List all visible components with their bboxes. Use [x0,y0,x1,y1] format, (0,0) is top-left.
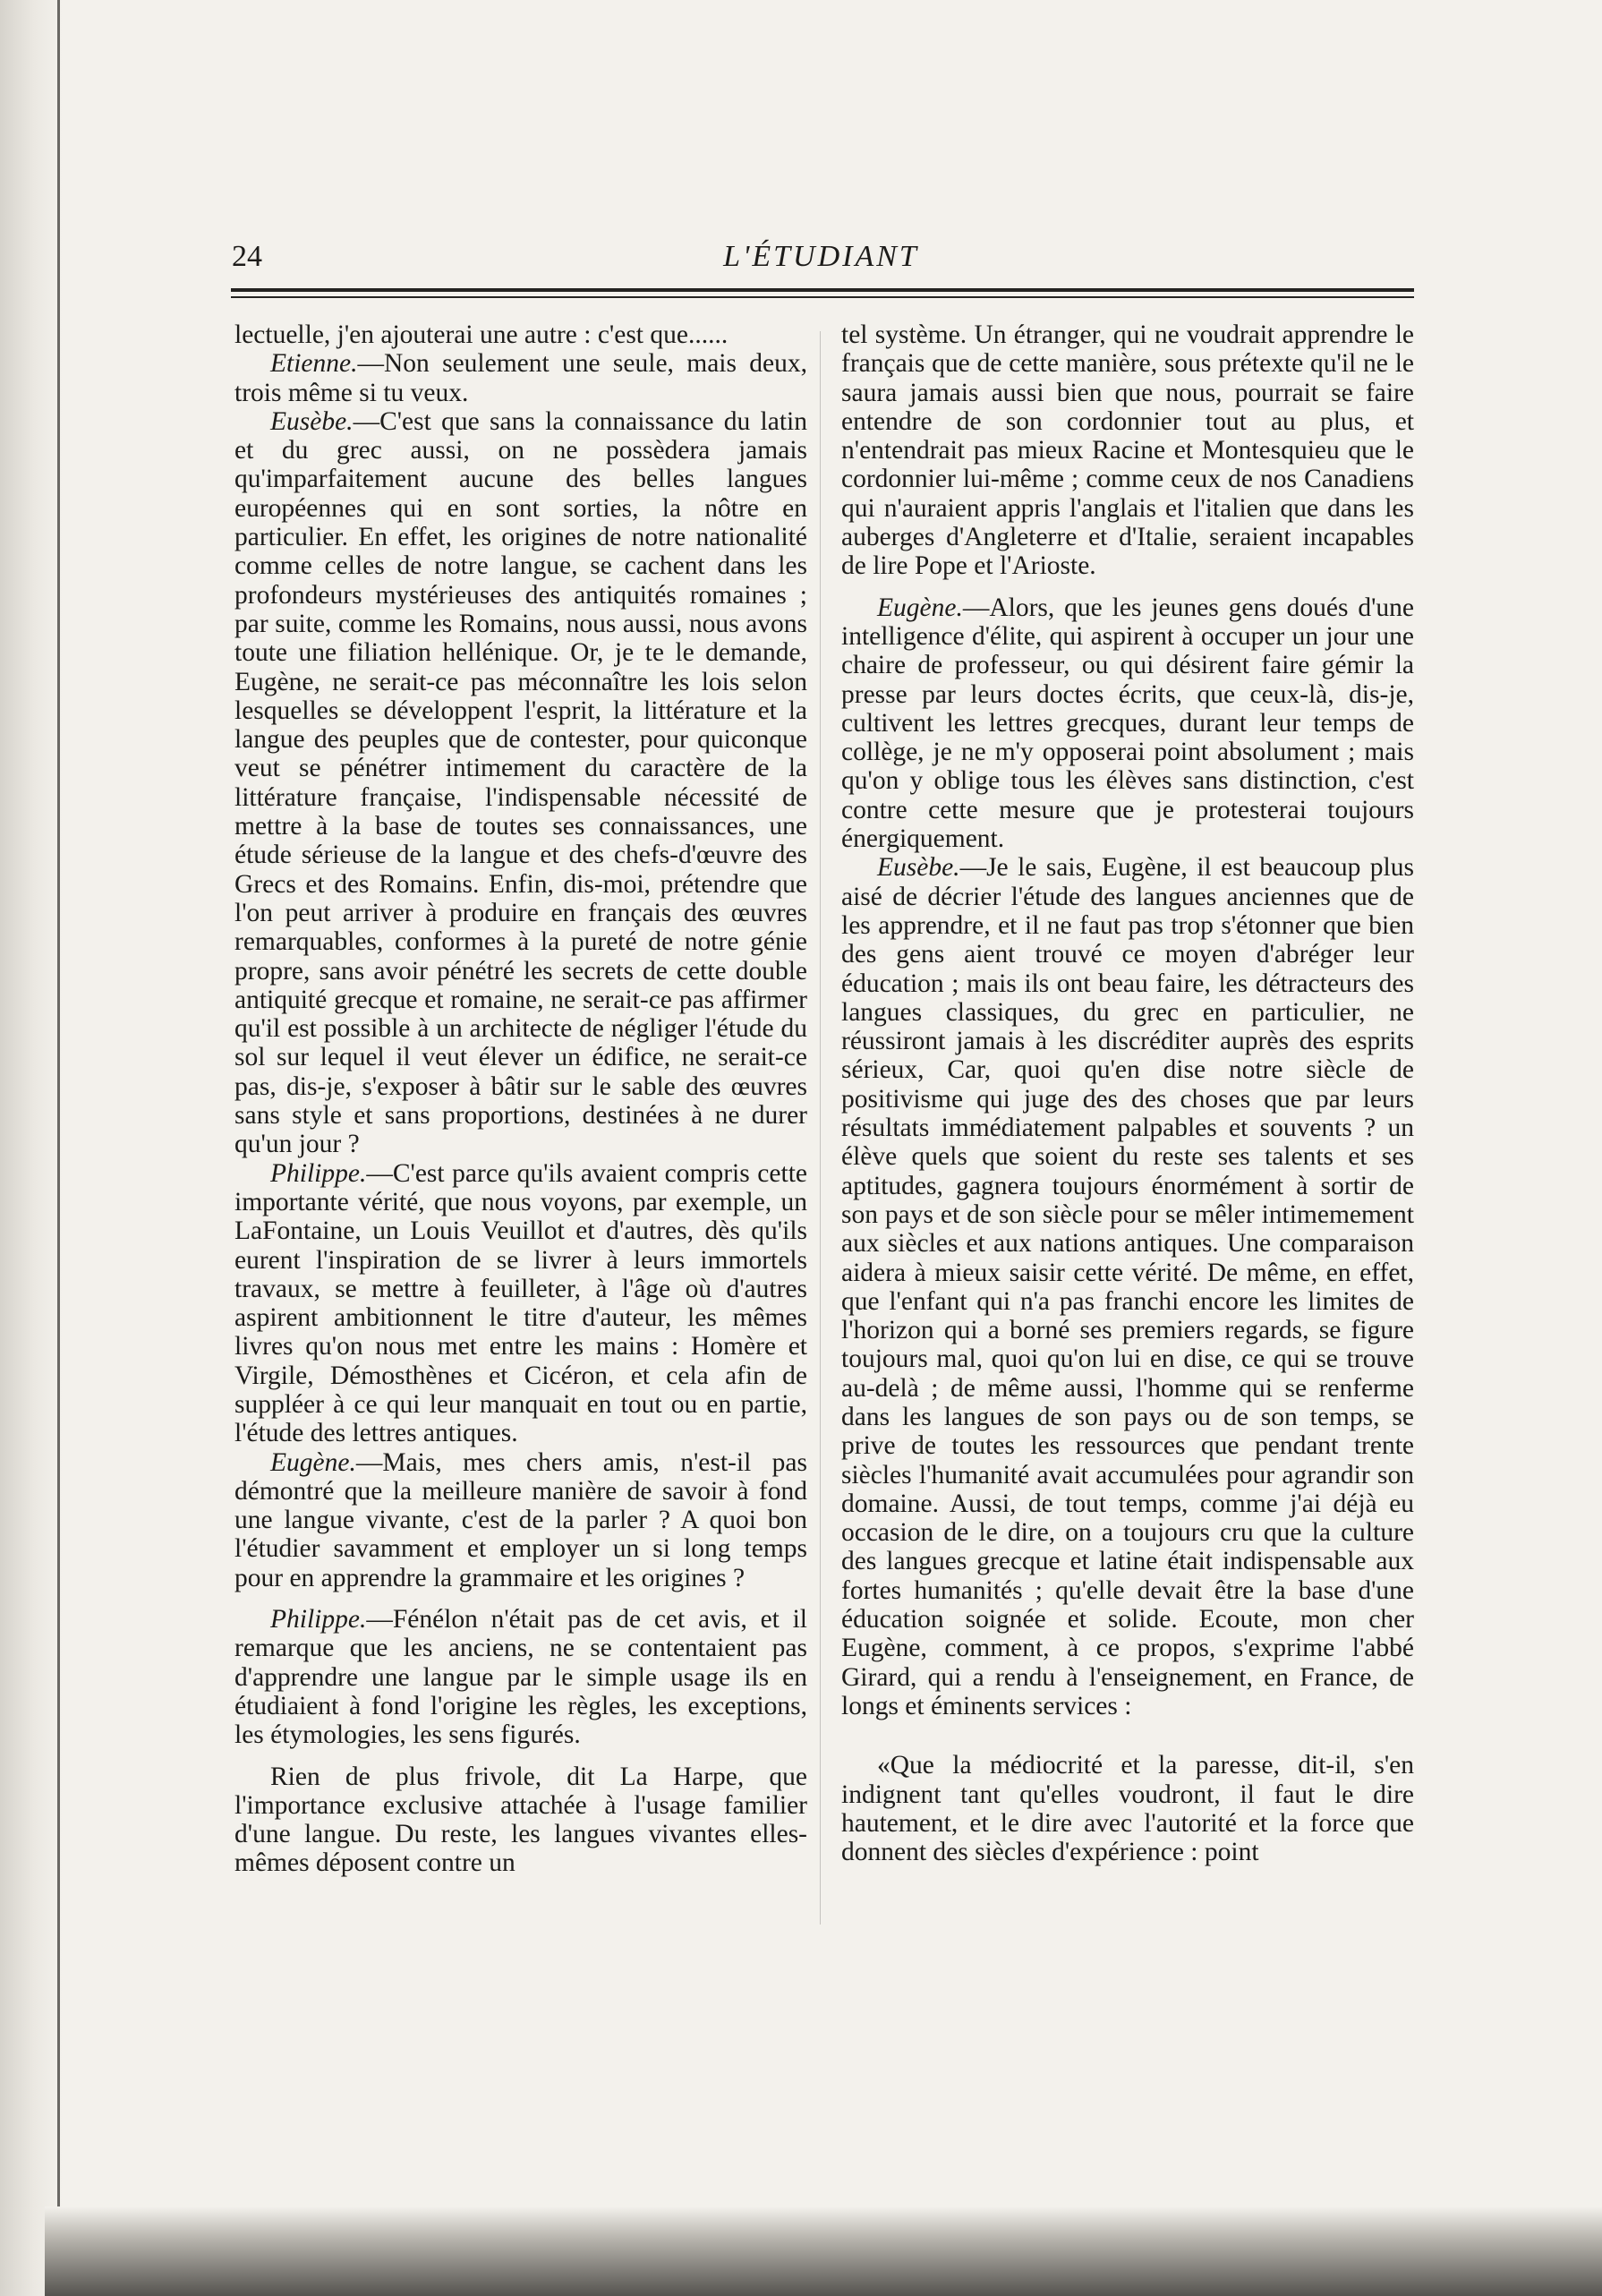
column-separator [820,331,821,1925]
dialogue-text: —Mais, mes chers amis, n'est-il pas démontré que la meilleure manière de savoir à fond une langue vivante, c'est de la parler ? A quoi bon l'étudier savamment et employer un si long temps pour en apprendre la grammaire et les origines ? [234,1447,807,1592]
dialogue-paragraph [234,407,807,1159]
header-rule-thick [231,288,1414,292]
speaker-name: Etienne. [270,349,358,379]
dialogue-text: —C'est parce qu'ils avaient compris cette importante vérité, que nous voyons, par exemple, un LaFontaine, un Louis Veuillot et d'autres, dès qu'ils eurent l'inspiration de se livrer à leurs immortels travaux, se mettre à feuilleter, à l'âge où d'autres aspirent ambitionnent le titre d'auteur, les mêmes livres qu'on nous met entre les mains : Homère et Virgile, Démosthènes et Cicéron, et cela afin de suppléer à ce qui leur manquait en tout ou en partie, l'étude des lettres antiques. [234,1158,807,1448]
paragraph: Rien de plus frivole, dit La Harpe, que l'importance exclusive attachée à l'usage familier d'une langue. Du reste, les langues vivantes elles-mêmes déposent contre un [234,1762,807,1878]
speaker-name: Philippe. [270,1605,367,1635]
speaker-name: Eusèbe. [270,406,354,436]
dialogue-text: —Je le sais, Eugène, il est beaucoup plus aisé de décrier l'étude des langues anciennes que de les apprendre, et il ne faut pas trop s'étonner que bien des gens aient trouvé ce moyen d'abréger leur éducation ; mais ils ont beau faire, les détracteurs des langues classiques, du grec en particulier, ne réussiront jamais à les discréditer auprès des esprits sérieux, Car, quoi qu'en dise notre siècle de positivisme qui juge des des choses que par leurs résultats immédiatement palpables et souvents ? un élève quels que soient du reste ses talents et ses aptitudes, gagnera toujours énormément à sortir de son pays et de son siècle pour se mêler intimemement aux siècles et aux nations antiques. Une comparaison aidera à mieux saisir cette vérité. De même, en effet, que l'enfant qui n'a pas franchi encore les limites de l'horizon qui a borné ses premiers regards, se figure toujours mal, quoi qu'on lui en dise, ce qui se trouve au-delà ; de même aussi, l'homme qui se renferme dans les langues de son pays ou de son temps, se prive de toutes les ressources que pendant trente siècles l'humanité avait accumulées pour agrandir son domaine. Aussi, de tout temps, comme j'ai déjà eu occasion de le dire, on a toujours cru que la culture des langues grecque et latine était indispensable aux fortes humanités ; qu'elle devait être la base d'une éducation soignée et solide. Ecoute, mon cher Eugène, comment, à ce propos, s'exprime l'abbé Girard, qui a rendu à l'enseignement, en France, de longs et éminents services : [841,853,1414,1720]
paragraph: tel système. Un étranger, qui ne voudrait apprendre le français que de cette manière, sous prétexte qu'il ne le saura jamais aussi bien que nous, pourrait se faire entendre de son cordonnier tout au plus, et n'entendrait pas mieux Racine et Montesquieu que le cordonnier lui-même ; comme ceux de nos Canadiens qui n'auraient appris l'anglais et l'italien que dans les auberges d'Angleterre et d'Italie, seraient incapables de lire Pope et l'Arioste. [841,320,1414,581]
dialogue-paragraph [841,593,1414,854]
page-left-edge-shadow [0,0,63,2296]
page-number: 24 [232,240,262,273]
text-column-right [841,320,1414,1866]
running-title: L'ÉTUDIANT [723,240,919,273]
dialogue-paragraph [234,1448,807,1592]
text-column-left [234,320,807,1878]
header-rule-thin [231,296,1414,298]
dialogue-paragraph [841,853,1414,1720]
dialogue-text: —Fénélon n'était pas de cet avis, et il remarque que les anciens, ne se contentaient pas d'apprendre une langue par le simple usage ils en étudiaient à fond l'origine les règles, les exceptions, les étymologies, les sens figurés. [234,1605,807,1750]
speaker-name: Eusèbe. [877,853,960,883]
speaker-name: Philippe. [270,1158,367,1188]
speaker-name: Eugène. [270,1447,356,1477]
quotation-paragraph: «Que la médiocrité et la paresse, dit-il, s'en indignent tant qu'elles voudront, il faut le dire hautement, et le dire avec l'autorité et la force que donnent des siècles d'expérience : point [841,1751,1414,1867]
dialogue-text: —Non seulement une seule, mais deux, trois même si tu veux. [234,349,807,407]
page-bottom-edge-shadow [45,2206,1602,2296]
page-header [228,240,1414,285]
dialogue-paragraph [234,1605,807,1749]
dialogue-paragraph [234,1159,807,1448]
speaker-name: Eugène. [877,593,963,622]
dialogue-text: —Alors, que les jeunes gens doués d'une intelligence d'élite, qui aspirent à occuper un jour une chaire de professeur, ou qui désirent faire gémir la presse par leurs doctes écrits, que ceux-là, dis-je, cultivent les lettres grecques, durant leur temps de collège, je ne m'y opposerai point absolument ; mais qu'on y oblige tous les élèves sans distinction, c'est contre cette mesure que je protesterai toujours énergiquement. [841,593,1414,854]
dialogue-paragraph [234,349,807,407]
dialogue-text: —C'est que sans la connaissance du latin et du grec aussi, on ne possèdera jamais qu'imparfaitement aucune des belles langues européennes qui en sont sorties, la nôtre en particulier. En effet, les origines de notre nationalité comme celles de notre langue, se cachent dans les profondeurs mystérieuses des antiquités romaines ; par suite, comme les Romains, nous aussi, nous avons toute une filiation hellénique. Or, je te le demande, Eugène, ne serait-ce pas méconnaître les lois selon lesquelles se développent l'esprit, la littérature et la langue des peuples que de contester, pour quiconque veut se pénétrer intimement du caractère de la littérature française, l'indispensable nécessité de mettre à la base de toutes ses connaissances, une étude sérieuse de la langue et des chefs-d'œuvre des Grecs et des Romains. Enfin, dis-moi, prétendre que l'on peut arriver à produire en français des œuvres remarquables, conformes à la pureté de notre génie propre, sans avoir pénétré les secrets de cette double antiquité grecque et romaine, ne serait-ce pas affirmer qu'il est possible à un architecte de négliger l'étude du sol sur lequel il veut élever un édifice, ne serait-ce pas, dis-je, s'exposer à bâtir sur le sable des œuvres sans style et sans proportions, destinées à ne durer qu'un jour ? [234,406,807,1159]
binding-edge-line [57,0,60,2296]
paragraph: lectuelle, j'en ajouterai une autre : c'est que...... [234,320,729,349]
